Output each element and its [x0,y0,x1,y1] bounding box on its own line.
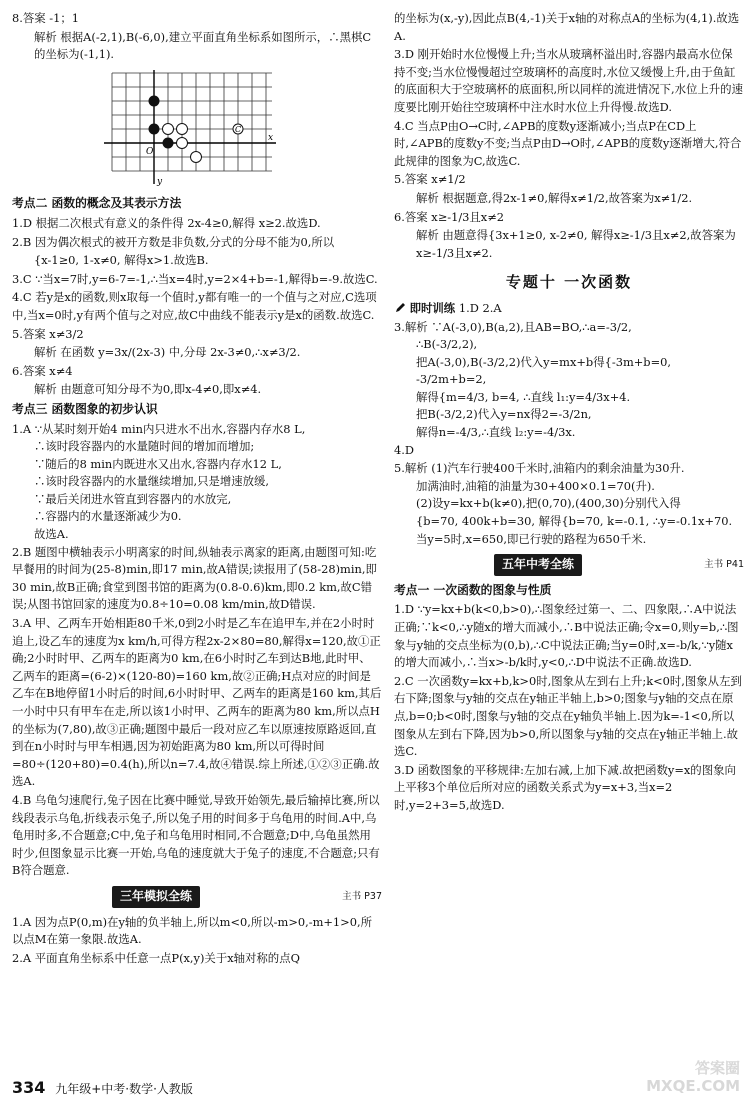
black-stone [149,123,160,134]
k1-q1: 1.D ∵y=kx+b(k<0,b>0),∴图象经过第一、二、四象限,∴A中说法正确;∵k<0,∴y随x的增大而减小,∴B中说法正确;令x=0,则y=b,∴图象与y轴的交点坐标为(0,b),∴C中说法正确;当y=0时,x=-b/k,∵y随x的增大而减小,∴当x>-b/k时,y<0,∴D中说法不正确.故选D. [394,602,739,670]
mock-q5-explanation: 解析 根据题意,得2x-1≠0,解得x≠1/2,故答案为x≠1/2. [416,190,693,205]
chessboard-figure [102,68,382,192]
q8-answer: 8.答案 -1；1 [12,11,80,25]
k1-heading: 考点一 一次函数的图象与性质 [394,582,552,597]
s2-q2-system: {x-1≥0, 1-x≠0, 解得x>1.故选B. [34,253,209,268]
page-footer [12,1078,193,1097]
topic-q4: 4.D [394,442,415,457]
s3-q3: 3.A 甲、乙两车开始相距80千米,0到2小时是乙车在追甲车,并在2小时时追上,设乙车的速度为x km/h,可得方程2x-2×80=80,解得x=120,故①正确;2小时时甲、乙两车的距离为0 km,在6小时时乙车到达B地,此时甲、乙两车的距离=(6-2)×(120-80)=160 km,故②正确;H点对应的时间是乙车在B地停留1小时后的时间,6小时时甲、乙两车的距离是160 km,其后一小时中只有甲车在走,所以该1小时甲、乙两车的距离为80 km,所以点H的坐标为(7,80),故③正确;题图中最后一段对应乙车以原速按原路返回,直到在n小时时与甲车相遇,因为初始距离为80 km,所以可得时间=80÷(120+80)=0.4(h),所以n=7.4,故④错误.综上所述,①②③正确.故选A. [12,616,382,789]
s3-q1: 1.A ∵从某时刻开始4 min内只进水不出水,容器内存水8 L, ∴该时段容器内的水量随时间的增加而增加; ∵随后的8 min内既进水又出水,容器内存水12 L, ∴该时段容器内的水量继续增加,只是增速放缓, ∵最后关闭进水管直到容器内的水放完, ∴容器内的水量逐渐减少为0. 故选A. [12,421,306,542]
book-title: 九年级+中考·数学·人教版 [55,1082,193,1096]
white-stone [177,137,188,148]
right-column [394,10,744,816]
mock-q6-explanation: 解析 由题意得{3x+1≥0, x-2≠0, 解得x≥-1/3且x≠2,故答案为x≥-1/3且x≠2. [416,228,736,260]
origin-label: O [146,146,154,157]
drill-row [394,300,744,318]
mock-q2: 2.A 平面直角坐标系中任意一点P(x,y)关于x轴对称的点Q [12,950,300,965]
mock-q6-answer: 6.答案 x≥-1/3且x≠2 [394,209,505,224]
pencil-icon [394,302,406,314]
drill-label: 即时训练 [409,300,456,315]
band2-page-ref: 主书 P41 [704,559,744,571]
s2-q3: 3.C ∵当x=7时,y=6-7=-1,∴当x=4时,y=2×4+b=-1,解得b=-9.故选C. [12,271,378,286]
s3-q2: 2.B 题图中横轴表示小明离家的时间,纵轴表示离家的距离,由题图可知:吃早餐用的时间为(25-8)min,即17 min,故A错误;读报用了(58-28)min,即30 min,故B正确;食堂到图书馆的距离为(0.8-0.6)km,即0.2 km,故C错误;从图书馆回家的速度为0.8÷10=0.08 km/min,故D错误. [12,544,377,612]
band2-title: 五年中考全练 [494,554,582,576]
point-c-label: C [235,124,242,134]
topic-q5: 5.解析 (1)汽车行驶400千米时,油箱内的剩余油量为30升. 加满油时,油箱的油量为30+400×0.1=70(升). (2)设y=kx+b(k≠0),把(0,70),(400,30)分别代入得 {b=70, 400k+b=30, 解得{b=70, k=-0.1, ∴y=-0.1x+70. 当y=5时,x=650,即已行驶的路程为650千米. [394,461,733,546]
k1-q3: 3.D 函数图象的平移规律:左加右减,上加下减.故把函数y=x的图象向上平移3个单位后所对应的函数关系式为y=x+3,当x=2时,y=2+3=5,故选D. [394,762,736,812]
s2-q5-explanation: 解析 在函数 y=3x/(2x-3) 中,分母 2x-3≠0,∴x≠3/2. [34,345,301,360]
mock-q2-cont: 的坐标为(x,-y),因此点B(4,-1)关于x轴的对称点A的坐标为(4,1).故选A. [394,11,740,43]
mock-q5-answer: 5.答案 x≠1/2 [394,172,466,187]
black-stone [163,137,174,148]
topic-q3: 3.解析 ∵A(-3,0),B(a,2),且AB=BO,∴a=-3/2, ∴B(-3/2,2), 把A(-3,0),B(-3/2,2)代入y=mx+b得{-3m+b=0, -3/2m+b=2, 解得{m=4/3, b=4, ∴直线 l₁:y=4/3x+4. 把B(-3/2,2)代入y=nx得2=-3/2n, 解得n=-4/3,∴直线 l₂:y=-4/3x. [394,319,671,440]
s2-q2: 2.B 因为偶次根式的被开方数是非负数,分式的分母不能为0,所以 [12,234,335,249]
white-stone [163,123,174,134]
s2-q1: 1.D 根据二次根式有意义的条件得 2x-4≥0,解得 x≥2.故选D. [12,215,321,230]
s2-q4: 4.C 若y是x的函数,则x取每一个值时,y都有唯一的一个值与之对应,C选项中,当x=0时,y有两个值与之对应,故C中曲线不能表示y是x的函数.故选C. [12,290,377,322]
s2-q6-explanation: 解析 由题意可知分母不为0,即x-4≠0,即x≠4. [34,382,262,397]
q8-explanation: 解析 根据A(-2,1),B(-6,0),建立平面直角坐标系如图所示，∴黑棋C的坐标为(-1,1). [34,29,372,62]
x-axis-label: x [268,132,274,143]
black-stone [149,95,160,106]
topic-heading: 专题十 一次函数 [505,273,633,292]
mock-q1: 1.A 因为点P(0,m)在y轴的负半轴上,所以m<0,所以-m>0,-m+1>0,所以点M在第一象限.故选A. [12,914,372,947]
page-number: 334 [12,1078,46,1097]
watermark: 答案圈 MXQE.COM [646,1059,740,1095]
white-stone [177,123,188,134]
y-axis-label: y [157,176,163,186]
chessboard-grid [102,68,277,186]
s2-q5-answer: 5.答案 x≠3/2 [12,326,84,341]
band-title: 三年模拟全练 [112,886,200,908]
left-column [12,10,382,968]
k1-q2: 2.C 一次函数y=kx+b,k>0时,图象从左到右上升;k<0时,图象从左到右下降;图象与y轴的交点在y轴正半轴上,b>0;图象与y轴的交点在原点,b=0;b<0时,图象与y轴的交点在y轴负半轴上.因为k=-1<0,所以图象从左到右下降,因为b>0,所以图象与y轴的交点在y轴正半轴上.故选C. [394,673,742,759]
band-page-ref: 主书 P37 [342,890,382,902]
three-year-mock-band [12,886,382,908]
five-year-exam-band [394,554,744,576]
section-2-heading: 考点二 函数的概念及其表示方法 [12,196,182,211]
drill-answers: 1.D 2.A [458,300,502,315]
s2-q6-answer: 6.答案 x≠4 [12,363,73,378]
mock-q4: 4.C 当点P由O→C时,∠APB的度数y逐渐减小;当点P在CD上时,∠APB的度数y不变;当点P由D→O时,∠APB的度数y逐渐增大,符合此规律的图象为C,故选C. [394,118,742,168]
s3-q4: 4.B 乌龟匀速爬行,兔子因在比赛中睡觉,导致开始领先,最后输掉比赛,所以线段表示乌龟,折线表示兔子,所以兔子用的时间多于乌龟用的时间.A中,乌龟用时多,不合题意;C中,兔子和乌龟用时相同,不合题意;D中,乌龟虽然用时少,但图象显示比赛一开始,乌龟的速度就大于兔子的速度,不合题意;只有B符合题意. [12,792,380,878]
mock-q3: 3.D 刚开始时水位慢慢上升;当水从玻璃杯溢出时,容器内最高水位保持不变;当水位慢慢超过空玻璃杯的高度时,水位又缓慢上升,由于鱼缸的底面积大于空玻璃杯的底面积,所以同样的流进情况下,水位上升的速度要比刚开始往空玻璃杯中注水时水位上升得慢.故选D. [394,47,743,114]
section-3-heading: 考点三 函数图象的初步认识 [12,401,158,416]
white-stone [191,151,202,162]
